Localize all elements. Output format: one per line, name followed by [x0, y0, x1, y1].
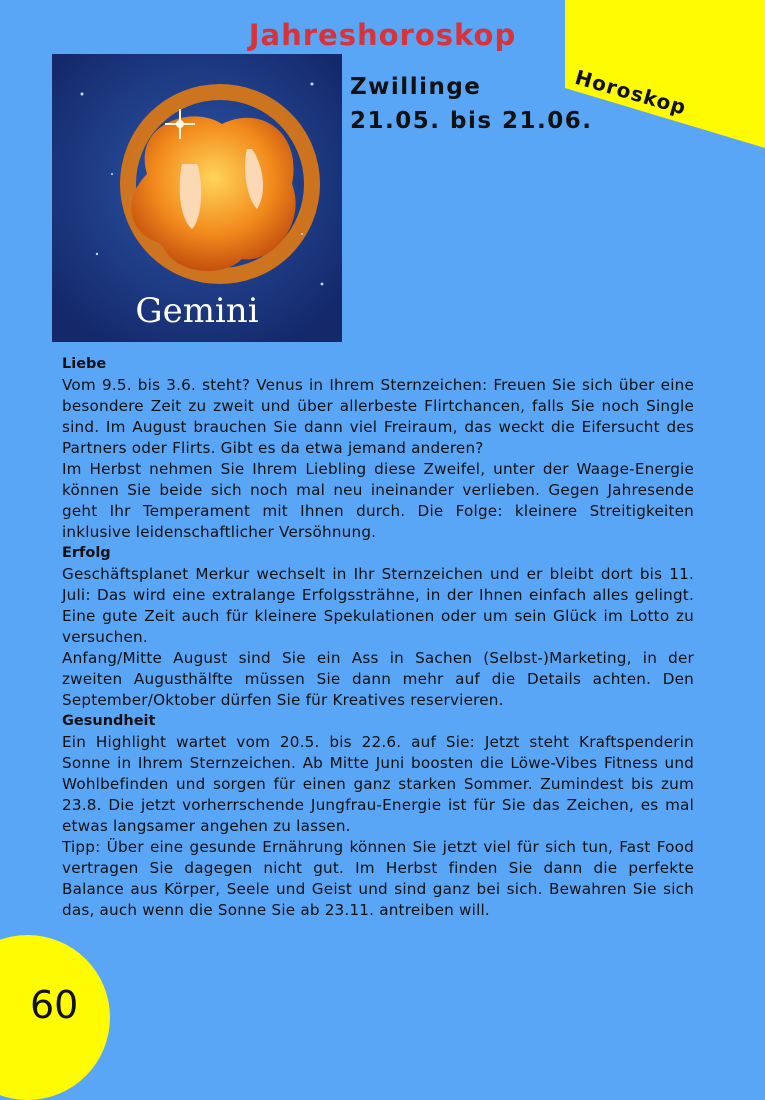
paragraph: Vom 9.5. bis 3.6. steht? Venus in Ihrem Sternzeichen: Freuen Sie sich über eine besondere Zeit zu zweit und über allerbeste Flirtchancen, falls Sie noch Single sind. Im August brauchen Sie dann viel Freiraum, das weckt die Eifersucht des Partners oder Flirts. Gibt es da etwa jemand anderen? — [62, 376, 694, 457]
paragraph: Anfang/Mitte August sind Sie ein Ass in Sachen (Selbst-)Marketing, in der zweiten Augusthälfte müssen Sie dann mehr auf die Details achten. Den September/Oktober dürfen Sie für Kreatives reservieren. — [62, 649, 694, 709]
sign-dates: 21.05. bis 21.06. — [350, 108, 593, 134]
section-title-love: Liebe — [62, 356, 107, 372]
section-title-success: Erfolg — [62, 545, 111, 561]
sign-name: Zwillinge — [350, 74, 482, 100]
page-title: Jahreshoroskop — [248, 18, 517, 52]
paragraph: Geschäftsplanet Merkur wechselt in Ihr Sternzeichen und er bleibt dort bis 11. Juli: Das wird eine extralange Erfolgssträhne, in der Ihnen einfach alles gelingt. Eine gute Zeit auch für kleinere Spekulationen oder um sein Glück im Lotto zu versuchen. — [62, 565, 694, 646]
paragraph: Tipp: Über eine gesunde Ernährung können Sie jetzt viel für sich tun, Fast Food vertragen Sie dagegen nicht gut. Im Herbst finden Sie dann die perfekte Balance aus Körper, Seele und Geist und sind ganz bei sich. Bewahren Sie sich das, auch wenn die Sonne Sie ab 23.11. antreiben will. — [62, 838, 694, 919]
page-number: 60 — [30, 983, 79, 1027]
horoscope-content — [62, 354, 694, 921]
paragraph: Im Herbst nehmen Sie Ihrem Liebling diese Zweifel, unter der Waage-Energie können Sie beide sich noch mal neu ineinander verlieben. Gegen Jahresende geht Ihr Temperament mit Ihnen durch. Die Folge: kleinere Streitigkeiten inklusive leidenschaftlicher Versöhnung. — [62, 460, 694, 541]
sign-heading — [350, 70, 593, 138]
section-title-health: Gesundheit — [62, 713, 156, 729]
section-love — [62, 354, 694, 543]
section-health — [62, 711, 694, 921]
gemini-illustration — [52, 54, 342, 342]
image-caption: Gemini — [135, 291, 259, 331]
paragraph: Ein Highlight wartet vom 20.5. bis 22.6. auf Sie: Jetzt steht Kraftspenderin Sonne in Ihrem Sternzeichen. Ab Mitte Juni boosten die Löwe-Vibes Fitness und Wohlbefinden und sorgen für einen ganz starken Sommer. Zumindest bis zum 23.8. Die jetzt vorherrschende Jungfrau-Energie ist für Sie das Zeichen, es mal etwas langsamer angehen zu lassen. — [62, 733, 694, 835]
section-success — [62, 543, 694, 711]
gemini-zodiac-image — [52, 54, 342, 342]
category-tag — [565, 0, 765, 150]
tag-label: Horoskop — [572, 65, 690, 120]
